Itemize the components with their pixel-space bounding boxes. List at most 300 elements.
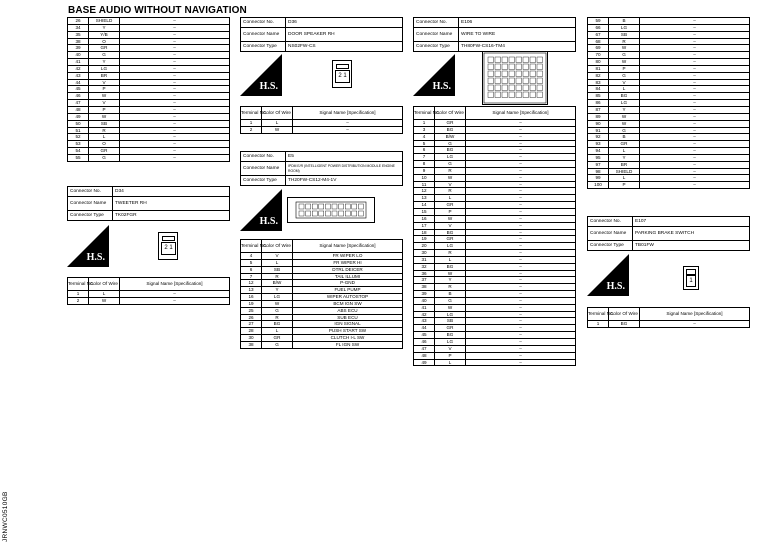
wire-color-cell: O (89, 38, 120, 45)
wire-color-cell: L (89, 134, 120, 141)
wire-color-cell: B/W (262, 280, 293, 287)
terminal-no-cell: 49 (414, 359, 435, 366)
signal-name-cell: – (640, 182, 750, 189)
connector-pin (319, 204, 324, 209)
table-row (588, 120, 750, 127)
signal-name-cell: – (466, 359, 576, 366)
connector-pin (299, 211, 304, 216)
signal-name-cell: – (120, 38, 230, 45)
pin-numbers: 2 1 (335, 70, 350, 83)
signal-name-cell: FL IGN SW (293, 341, 403, 348)
connector-info-d36: Connector No. D36 Connector Name DOOR SPEAKER RH Connector Type NS02FW-CS (240, 17, 403, 52)
terminal-no-cell: 43 (414, 318, 435, 325)
connector-pin (523, 57, 529, 63)
terminal-no-cell: 38 (68, 38, 89, 45)
table-row (414, 202, 576, 209)
terminal-no-cell: 16 (414, 215, 435, 222)
signal-name-cell: – (640, 65, 750, 72)
connector-pin (516, 64, 522, 70)
table-row (588, 45, 750, 52)
table-row (588, 93, 750, 100)
terminal-no-cell: 35 (68, 31, 89, 38)
connector-pin (495, 92, 501, 98)
wire-color-cell: P (435, 208, 466, 215)
signal-name-cell: – (640, 321, 750, 328)
terminal-no-cell: 6 (414, 147, 435, 154)
signal-name-cell: ABS ECU (293, 307, 403, 314)
wire-color-cell: G (609, 127, 640, 134)
table-row (414, 215, 576, 222)
signal-name-cell: – (466, 304, 576, 311)
connector-pin (358, 211, 363, 216)
connector-pin (523, 64, 529, 70)
terminal-no-cell: 26 (68, 18, 89, 25)
wire-color-cell: W (89, 113, 120, 120)
terminal-no-cell: 40 (68, 52, 89, 59)
table-row (68, 297, 230, 304)
table-row (68, 38, 230, 45)
terminal-no-cell: 1 (241, 120, 262, 127)
connector-pin (537, 57, 543, 63)
wire-color-cell: R (435, 188, 466, 195)
signal-name-cell: – (640, 86, 750, 93)
terminal-no-cell: 83 (588, 79, 609, 86)
terminal-no-cell: 52 (68, 134, 89, 141)
table-row (414, 222, 576, 229)
wire-color-cell: R (609, 38, 640, 45)
terminal-no-cell: 30 (414, 250, 435, 257)
signal-name-cell: – (466, 250, 576, 257)
wire-color-cell: V (262, 253, 293, 260)
signal-name-cell: TAIL ILLUMI (293, 273, 403, 280)
connector-pin (339, 211, 344, 216)
table-row (68, 86, 230, 93)
connector-pin (502, 64, 508, 70)
table-row (68, 113, 230, 120)
connector-face-e5 (287, 197, 375, 223)
wire-color-cell: P (609, 65, 640, 72)
signal-name-cell: – (640, 161, 750, 168)
terminal-no-cell: 25 (241, 307, 262, 314)
terminal-no-cell: 41 (68, 59, 89, 66)
connector-pin (523, 78, 529, 84)
terminal-no-cell: 93 (588, 141, 609, 148)
wire-color-cell: L (435, 195, 466, 202)
wire-color-cell: BG (435, 229, 466, 236)
signal-name-cell: – (120, 148, 230, 155)
signal-name-cell: – (120, 18, 230, 25)
wire-color-cell: L (609, 175, 640, 182)
signal-name-cell: – (120, 106, 230, 113)
connector-pin (509, 92, 515, 98)
connector-pin (509, 71, 515, 77)
table-row (68, 100, 230, 107)
table-row (414, 174, 576, 181)
terminal-no-cell: 59 (588, 18, 609, 25)
terminal-no-cell: 3 (414, 126, 435, 133)
connector-pin (502, 71, 508, 77)
wire-color-cell: B/W (435, 133, 466, 140)
terminal-no-cell: 90 (588, 120, 609, 127)
connector-pin (312, 211, 317, 216)
connector-pin (312, 204, 317, 209)
terminal-no-cell: 43 (68, 72, 89, 79)
signal-name-cell: – (120, 65, 230, 72)
table-row (414, 297, 576, 304)
connector-info-e5: Connector No. E5 Connector Name IPDM E/R (INTELLIGENT POWER DISTRIBUTION MODULE ENGINE ROOM) Connector Type TH20FW-CS12-M4-1V (240, 151, 403, 186)
connector-pin (352, 204, 357, 209)
signal-name-cell: – (466, 291, 576, 298)
table-row (68, 127, 230, 134)
wire-color-cell: R (262, 314, 293, 321)
wire-color-cell: V (89, 79, 120, 86)
table-row (588, 86, 750, 93)
wire-color-cell: GR (435, 202, 466, 209)
connector-pin (523, 71, 529, 77)
wire-color-cell: LG (435, 339, 466, 346)
terminal-no-cell: 42 (68, 65, 89, 72)
terminal-no-cell: 1 (68, 291, 89, 298)
terminal-no-cell: 48 (68, 106, 89, 113)
terminal-no-cell: 89 (588, 113, 609, 120)
table-row (241, 294, 403, 301)
wire-color-cell: V (435, 345, 466, 352)
connector-pin (516, 71, 522, 77)
signal-name-cell: – (640, 134, 750, 141)
connector-info-d34: Connector No. D34 Connector Name TWEETER RH Connector Type TK02FGR (67, 186, 230, 221)
terminal-no-cell: 44 (68, 79, 89, 86)
terminal-table-d36: Terminal No. Color Of Wire Signal Name [Specification] 1 L – 2 W – (240, 106, 403, 134)
signal-name-cell: – (640, 175, 750, 182)
connector-pin (488, 92, 494, 98)
connector-pin (352, 211, 357, 216)
signal-name-cell: – (466, 318, 576, 325)
wire-color-cell: BG (609, 321, 640, 328)
table-row (414, 284, 576, 291)
signal-name-cell: – (466, 277, 576, 284)
table-row (414, 126, 576, 133)
signal-name-cell: – (640, 72, 750, 79)
wire-color-cell: BG (262, 321, 293, 328)
terminal-no-cell: 95 (588, 154, 609, 161)
signal-name-cell: FUEL PUMP (293, 287, 403, 294)
terminal-no-cell: 45 (68, 86, 89, 93)
table-row (414, 256, 576, 263)
wire-color-cell: B (435, 291, 466, 298)
signal-name-cell: – (466, 154, 576, 161)
hs-symbol: H.S. (413, 54, 455, 96)
table-row (414, 161, 576, 168)
wire-color-cell: BR (609, 161, 640, 168)
terminal-no-cell: 4 (241, 253, 262, 260)
connector-pin (530, 78, 536, 84)
table-row (588, 175, 750, 182)
terminal-no-cell: 7 (414, 154, 435, 161)
table-row (241, 126, 403, 133)
wire-color-cell: B (609, 18, 640, 25)
table-row (588, 134, 750, 141)
wire-color-cell: L (609, 86, 640, 93)
table-row (414, 332, 576, 339)
wire-color-cell: Y (609, 154, 640, 161)
table-row (241, 300, 403, 307)
connector-info-e106: Connector No. E106 Connector Name WIRE TO WIRE Connector Type TH80FW-CS16-TM4 (413, 17, 576, 52)
wire-color-cell: L (262, 328, 293, 335)
signal-name-cell: – (120, 100, 230, 107)
wire-color-cell: LG (435, 311, 466, 318)
signal-name-cell: – (466, 263, 576, 270)
terminal-no-cell: 47 (414, 345, 435, 352)
terminal-no-cell: 13 (241, 287, 262, 294)
terminal-no-cell: 66 (588, 24, 609, 31)
terminal-no-cell: 54 (68, 148, 89, 155)
table-row (241, 328, 403, 335)
terminal-no-cell: 15 (414, 208, 435, 215)
connector-pin (488, 78, 494, 84)
connector-pin (299, 204, 304, 209)
signal-name-cell: – (466, 339, 576, 346)
connector-face-d34 (158, 232, 178, 260)
signal-name-cell: – (466, 133, 576, 140)
signal-name-cell: – (466, 236, 576, 243)
table-row (414, 195, 576, 202)
table-row (588, 141, 750, 148)
table-row (241, 253, 403, 260)
connector-pin (325, 204, 330, 209)
table-row (68, 106, 230, 113)
signal-name-cell: – (466, 208, 576, 215)
connector-pin (495, 71, 501, 77)
table-row (68, 120, 230, 127)
wire-color-cell: GR (89, 45, 120, 52)
table-row (414, 345, 576, 352)
table-row (68, 72, 230, 79)
signal-name-cell: – (120, 59, 230, 66)
connector-pin (509, 85, 515, 91)
table-row (414, 208, 576, 215)
connector-pin (516, 92, 522, 98)
table-row (68, 154, 230, 161)
terminal-no-cell: 99 (588, 175, 609, 182)
signal-name-cell: – (466, 345, 576, 352)
table-row (241, 307, 403, 314)
wire-color-cell: GR (435, 325, 466, 332)
signal-name-cell: – (466, 311, 576, 318)
table-row (588, 79, 750, 86)
wire-color-cell: W (89, 297, 120, 304)
wire-color-cell: W (89, 93, 120, 100)
wire-color-cell: Y (89, 24, 120, 31)
signal-name-cell: – (640, 148, 750, 155)
signal-name-cell: – (120, 120, 230, 127)
table-row (68, 93, 230, 100)
connector-pin (537, 92, 543, 98)
wire-color-cell: BG (435, 332, 466, 339)
terminal-no-cell: 19 (241, 300, 262, 307)
terminal-no-cell: 68 (588, 38, 609, 45)
wire-color-cell: R (435, 167, 466, 174)
table-row (241, 321, 403, 328)
connector-pin (509, 57, 515, 63)
wire-color-cell: W (435, 174, 466, 181)
signal-name-cell: – (640, 59, 750, 66)
wire-color-cell: L (435, 256, 466, 263)
signal-name-cell: – (640, 154, 750, 161)
wire-color-cell: Y (609, 106, 640, 113)
connector-pin (332, 204, 337, 209)
signal-name-cell: – (120, 86, 230, 93)
signal-name-cell: – (466, 297, 576, 304)
wire-color-cell: SHIELD (89, 18, 120, 25)
terminal-no-cell: 42 (414, 311, 435, 318)
table-row (241, 273, 403, 280)
table-row (68, 31, 230, 38)
wire-color-cell: L (262, 259, 293, 266)
table-row (414, 291, 576, 298)
wire-color-cell: LG (609, 100, 640, 107)
table-row (588, 106, 750, 113)
terminal-no-cell: 26 (241, 314, 262, 321)
terminal-no-cell: 36 (414, 270, 435, 277)
connector-pin (306, 204, 311, 209)
terminal-no-cell: 5 (414, 140, 435, 147)
signal-name-cell: – (120, 141, 230, 148)
terminal-no-cell: 69 (588, 45, 609, 52)
connector-pin (537, 85, 543, 91)
wire-color-cell: GR (435, 236, 466, 243)
terminal-no-cell: 6 (241, 266, 262, 273)
wire-color-cell: W (609, 45, 640, 52)
signal-name-cell: IGN SIGNAL (293, 321, 403, 328)
connector-pin (325, 211, 330, 216)
terminal-no-cell: 80 (588, 59, 609, 66)
wire-color-cell: G (609, 52, 640, 59)
table-row (588, 100, 750, 107)
terminal-no-cell: 7 (241, 273, 262, 280)
terminal-no-cell: 20 (414, 243, 435, 250)
side-code: JRNWC0510GB (2, 491, 9, 542)
table-row (414, 270, 576, 277)
connector-pin (345, 204, 350, 209)
signal-name-cell: – (640, 24, 750, 31)
signal-name-cell: – (466, 140, 576, 147)
signal-name-cell: – (466, 215, 576, 222)
connector-pin (530, 85, 536, 91)
terminal-no-cell: 38 (414, 284, 435, 291)
terminal-no-cell: 47 (68, 100, 89, 107)
connector-pin (502, 78, 508, 84)
connector-pin (502, 92, 508, 98)
table-row (68, 291, 230, 298)
table-row (414, 167, 576, 174)
signal-name-cell: – (466, 202, 576, 209)
terminal-no-cell: 44 (414, 325, 435, 332)
table-row (588, 182, 750, 189)
signal-name-cell: – (466, 325, 576, 332)
table-row (588, 65, 750, 72)
connector-pin (537, 71, 543, 77)
terminal-no-cell: 39 (414, 291, 435, 298)
table-row (588, 24, 750, 31)
wire-color-cell: V (89, 100, 120, 107)
connector-pin (530, 92, 536, 98)
table-row (414, 243, 576, 250)
wire-color-cell: BG (609, 93, 640, 100)
terminal-no-cell: 51 (68, 127, 89, 134)
signal-name-cell: – (640, 127, 750, 134)
signal-name-cell: – (640, 38, 750, 45)
signal-name-cell: – (640, 79, 750, 86)
wire-color-cell: LG (609, 24, 640, 31)
connector-pin (537, 78, 543, 84)
hs-symbol: H.S. (67, 225, 109, 267)
wire-color-cell: W (262, 300, 293, 307)
wire-color-cell: SB (262, 266, 293, 273)
terminal-no-cell: 12 (414, 188, 435, 195)
terminal-no-cell: 14 (414, 202, 435, 209)
signal-name-cell: – (640, 100, 750, 107)
terminal-no-cell: 46 (414, 339, 435, 346)
signal-name-cell: – (466, 167, 576, 174)
table-row (68, 134, 230, 141)
terminal-no-cell: 9 (414, 167, 435, 174)
connector-pin (523, 85, 529, 91)
wire-color-cell: SB (89, 120, 120, 127)
signal-name-cell: – (466, 181, 576, 188)
terminal-no-cell: 8 (414, 161, 435, 168)
wire-color-cell: L (89, 291, 120, 298)
signal-name-cell: – (466, 195, 576, 202)
table-row (68, 65, 230, 72)
table-row (414, 188, 576, 195)
wire-color-cell: GR (262, 335, 293, 342)
hs-symbol: H.S. (240, 54, 282, 96)
terminal-no-cell: 86 (588, 100, 609, 107)
table-row (241, 266, 403, 273)
terminal-table-e107: Terminal No. Color Of Wire Signal Name [Specification] 1 BG – (587, 307, 750, 328)
signal-name-cell: – (120, 31, 230, 38)
wire-color-cell: L (262, 120, 293, 127)
signal-name-cell: WIPER AUTOSTOP (293, 294, 403, 301)
terminal-no-cell: 12 (241, 280, 262, 287)
table-row (414, 147, 576, 154)
table-row (588, 161, 750, 168)
connector-pin (502, 57, 508, 63)
connector-pin (509, 78, 515, 84)
table-row (414, 304, 576, 311)
connector-pin (495, 64, 501, 70)
table-row (588, 72, 750, 79)
connector-pin (358, 204, 363, 209)
signal-name-cell: – (466, 284, 576, 291)
table-row (241, 259, 403, 266)
terminal-no-cell: 39 (68, 45, 89, 52)
terminal-no-cell: 55 (68, 154, 89, 161)
connector-pin (509, 64, 515, 70)
table-row (588, 52, 750, 59)
table-row (68, 148, 230, 155)
wire-color-cell: SB (609, 31, 640, 38)
terminal-no-cell: 100 (588, 182, 609, 189)
wire-color-cell: G (609, 72, 640, 79)
wire-color-cell: W (435, 215, 466, 222)
wire-color-cell: O (89, 141, 120, 148)
wire-color-cell: W (609, 120, 640, 127)
table-row (241, 120, 403, 127)
wire-color-cell: P (609, 182, 640, 189)
signal-name-cell: DTRL DEICER (293, 266, 403, 273)
signal-name-cell: – (640, 106, 750, 113)
